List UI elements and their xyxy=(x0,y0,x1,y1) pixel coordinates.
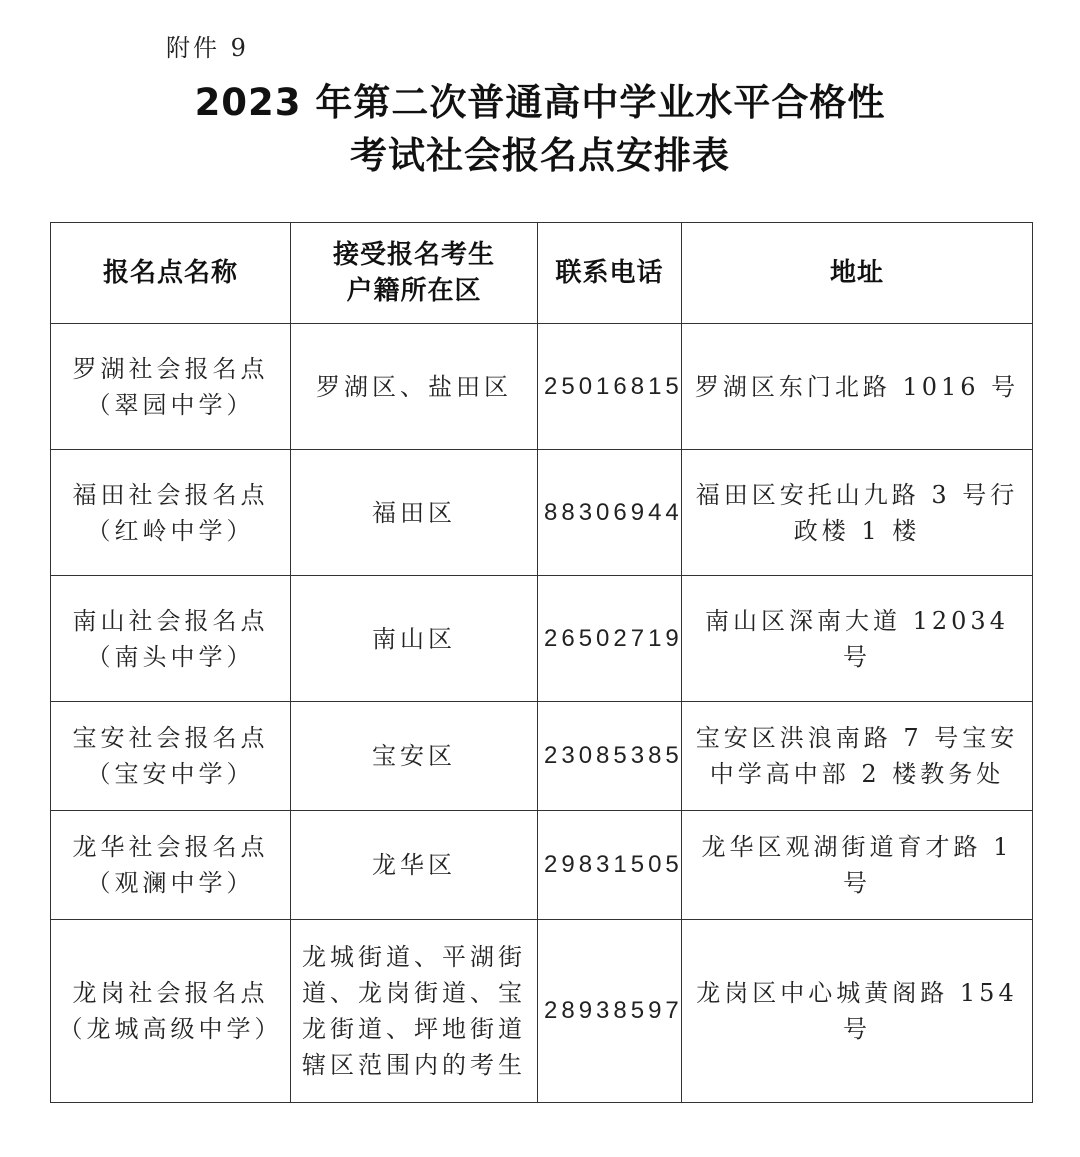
table-row xyxy=(51,450,1033,576)
cell-address: 南山区深南大道 12034 号 xyxy=(682,576,1033,702)
site-school: （龙城高级中学） xyxy=(58,1015,283,1043)
cell-site-name xyxy=(51,576,291,702)
cell-address: 罗湖区东门北路 1016 号 xyxy=(682,324,1033,450)
column-header-address: 地址 xyxy=(682,223,1033,324)
cell-district: 龙华区 xyxy=(291,811,538,920)
cell-district: 南山区 xyxy=(291,576,538,702)
cell-site-name xyxy=(51,702,291,811)
table-row xyxy=(51,576,1033,702)
site-school: （南头中学） xyxy=(86,642,255,671)
table-header-row xyxy=(51,223,1033,324)
site-school: （红岭中学） xyxy=(86,516,255,545)
column-header-district: 接受报名考生户籍所在区 xyxy=(291,223,538,324)
site-school: （宝安中学） xyxy=(86,760,255,788)
cell-district: 龙城街道、平湖街道、龙岗街道、宝龙街道、坪地街道辖区范围内的考生 xyxy=(291,920,538,1103)
column-header-phone: 联系电话 xyxy=(538,223,682,324)
site-name: 福田社会报名点 xyxy=(72,480,269,509)
cell-phone: 26502719 xyxy=(538,576,682,702)
table-row xyxy=(51,920,1033,1103)
cell-district: 罗湖区、盐田区 xyxy=(291,324,538,450)
cell-district: 宝安区 xyxy=(291,702,538,811)
table-row xyxy=(51,702,1033,811)
cell-phone: 28938597 xyxy=(538,920,682,1103)
document-title-line-1: 2023 年第二次普通高中学业水平合格性 xyxy=(194,81,886,124)
cell-address: 龙岗区中心城黄阁路 154 号 xyxy=(682,920,1033,1103)
registration-schedule-table xyxy=(50,222,1033,1103)
site-school: （翠园中学） xyxy=(86,390,255,419)
cell-phone: 88306944 xyxy=(538,450,682,576)
cell-site-name xyxy=(51,920,291,1103)
site-name: 龙华社会报名点 xyxy=(72,833,269,861)
cell-site-name xyxy=(51,811,291,920)
cell-phone: 25016815 xyxy=(538,324,682,450)
attachment-label: 附件 9 xyxy=(166,34,249,62)
cell-phone: 29831505 xyxy=(538,811,682,920)
column-header-name: 报名点名称 xyxy=(51,223,291,324)
site-name: 罗湖社会报名点 xyxy=(72,354,269,383)
cell-address: 龙华区观湖街道育才路 1 号 xyxy=(682,811,1033,920)
cell-address: 宝安区洪浪南路 7 号宝安中学高中部 2 楼教务处 xyxy=(682,702,1033,811)
cell-site-name xyxy=(51,324,291,450)
cell-district: 福田区 xyxy=(291,450,538,576)
cell-site-name xyxy=(51,450,291,576)
site-school: （观澜中学） xyxy=(86,869,255,897)
site-name: 南山社会报名点 xyxy=(72,606,269,635)
table-row xyxy=(51,324,1033,450)
cell-address: 福田区安托山九路 3 号行政楼 1 楼 xyxy=(682,450,1033,576)
site-name: 龙岗社会报名点 xyxy=(72,979,269,1007)
document-title-line-2: 考试社会报名点安排表 xyxy=(350,134,730,177)
site-name: 宝安社会报名点 xyxy=(72,724,269,752)
cell-phone: 23085385 xyxy=(538,702,682,811)
table-row xyxy=(51,811,1033,920)
